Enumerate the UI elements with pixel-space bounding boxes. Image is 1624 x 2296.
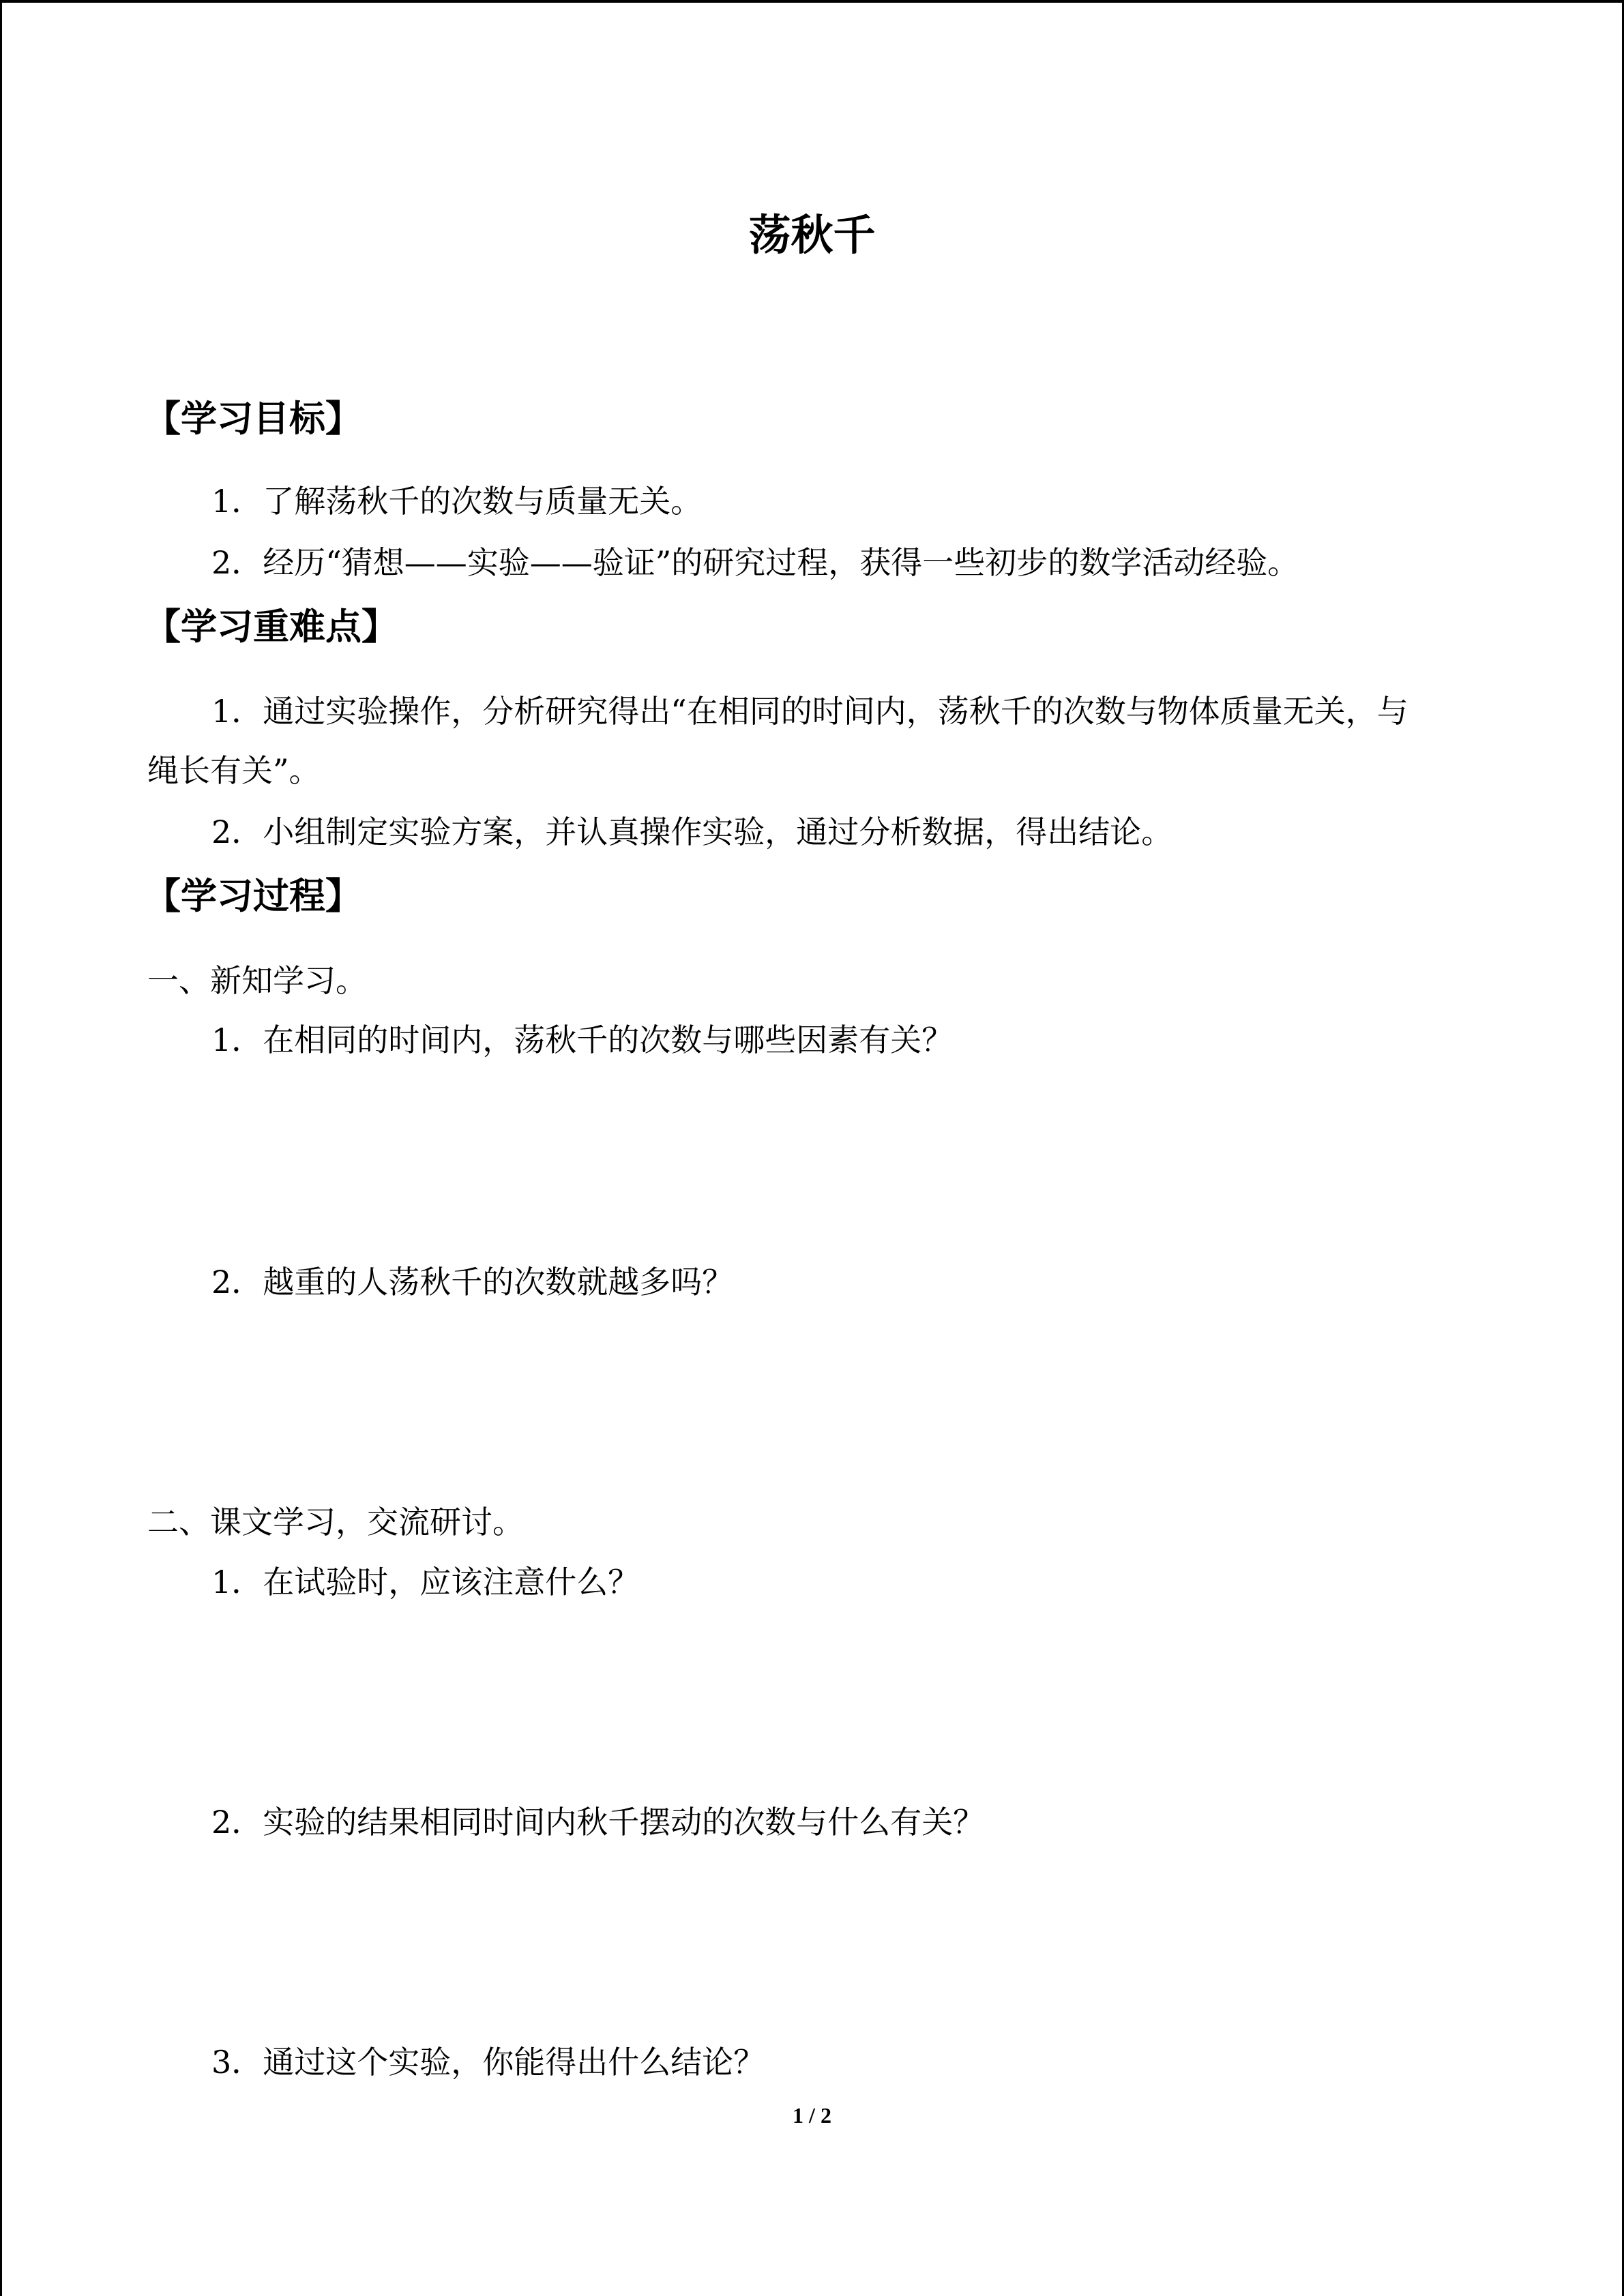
objective-item-2: 2．经历“猜想——实验——验证”的研究过程，获得一些初步的数学活动经验。: [211, 544, 1299, 581]
part1-question-1: 1．在相同的时间内，荡秋千的次数与哪些因素有关？: [211, 1022, 954, 1058]
key-point-item-1-line-2: 绳长有关”。: [147, 752, 321, 789]
part2-question-3: 3．通过这个实验，你能得出什么结论？: [211, 2044, 765, 2081]
part1-title: 一、新知学习。: [147, 962, 367, 999]
part2-question-2: 2．实验的结果相同时间内秋千摆动的次数与什么有关？: [211, 1804, 985, 1840]
part1-question-2: 2．越重的人荡秋千的次数就越多吗？: [211, 1264, 734, 1300]
page-number: 1 / 2: [793, 2103, 831, 2128]
objective-item-1: 1．了解荡秋千的次数与质量无关。: [211, 483, 703, 520]
key-point-item-1-line-1: 1．通过实验操作，分析研究得出“在相同的时间内，荡秋千的次数与物体质量无关，与: [211, 693, 1408, 730]
process-heading: 【学习过程】: [145, 876, 361, 917]
objectives-heading: 【学习目标】: [145, 398, 361, 440]
page-title: 荡秋千: [748, 210, 876, 260]
part2-title: 二、课文学习，交流研讨。: [147, 1504, 524, 1540]
key-points-heading: 【学习重难点】: [145, 606, 398, 648]
part2-question-1: 1．在试验时，应该注意什么？: [211, 1564, 640, 1600]
key-point-item-2: 2．小组制定实验方案，并认真操作实验，通过分析数据，得出结论。: [211, 814, 1173, 850]
